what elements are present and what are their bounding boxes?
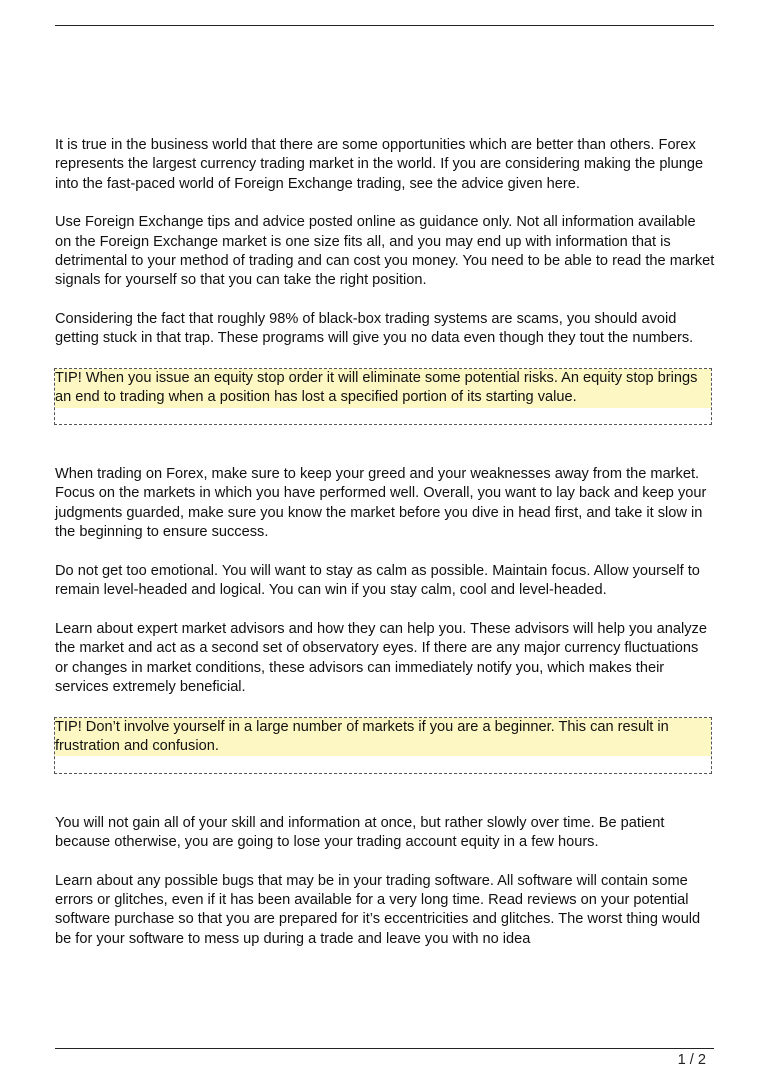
paragraph-software-bugs: Learn about any possible bugs that may be in your trading software. All software will contain some errors or glitches, even if it has been available for a very long time. Read reviews on your potential software purchase so that you are prepared for it’s eccentricities and glitches. The worst thing would be for your software to mess up during a trade and leave you with no idea <box>55 872 701 947</box>
paragraph-advisors: Learn about expert market advisors and how they can help you. These advisors will help you analyze the market and act as a second set of observatory eyes. If there are any major currency fluctuations or changes in market conditions, these advisors can immediately notify you, which makes their services extremely beneficial. <box>55 620 707 695</box>
footer-rule <box>55 1048 714 1049</box>
paragraph-emotional: Do not get too emotional. You will want to stay as calm as possible. Maintain focus. Allow yourself to remain level-headed and logical. You can win if you stay calm, cool and level-headed. <box>55 562 700 599</box>
paragraph-guidance: Use Foreign Exchange tips and advice posted online as guidance only. Not all information available on the Foreign Exchange market is one size fits all, and you may end up with information that is detrimental to your method of trading and can cost you money. You need to be able to read the market signals for yourself so that you can take the right position. <box>55 214 715 289</box>
tip-box-equity-stop <box>54 368 712 425</box>
paragraph-black-box: Considering the fact that roughly 98% of black-box trading systems are scams, you should avoid getting stuck in that trap. These programs will give you no data even though they tout the numbers. <box>55 311 694 347</box>
page-number: 1 / 2 <box>677 1052 706 1068</box>
document-body <box>55 136 715 968</box>
tip-box-beginner-markets <box>54 717 712 774</box>
header-rule <box>55 25 714 26</box>
tip-text-beginner-markets: TIP! Don’t involve yourself in a large number of markets if you are a beginner. This can result in frustration and confusion. <box>55 718 711 757</box>
tip-text-equity-stop: TIP! When you issue an equity stop order it will eliminate some potential risks. An equity stop brings an end to trading when a position has lost a specified portion of its starting value. <box>55 369 711 408</box>
paragraph-greed: When trading on Forex, make sure to keep your greed and your weaknesses away from the market. Focus on the markets in which you have performed well. Overall, you want to lay back and keep your judgments guarded, make sure you know the market before you dive in head first, and take it slow in the beginning to ensure success. <box>55 466 707 541</box>
paragraph-intro: It is true in the business world that there are some opportunities which are better than others. Forex represents the largest currency trading market in the world. If you are considering making the plunge into the fast-paced world of Foreign Exchange trading, see the advice given here. <box>55 137 704 192</box>
paragraph-patience: You will not gain all of your skill and information at once, but rather slowly over time. Be patient because otherwise, you are going to lose your trading account equity in a few hours. <box>55 814 665 850</box>
